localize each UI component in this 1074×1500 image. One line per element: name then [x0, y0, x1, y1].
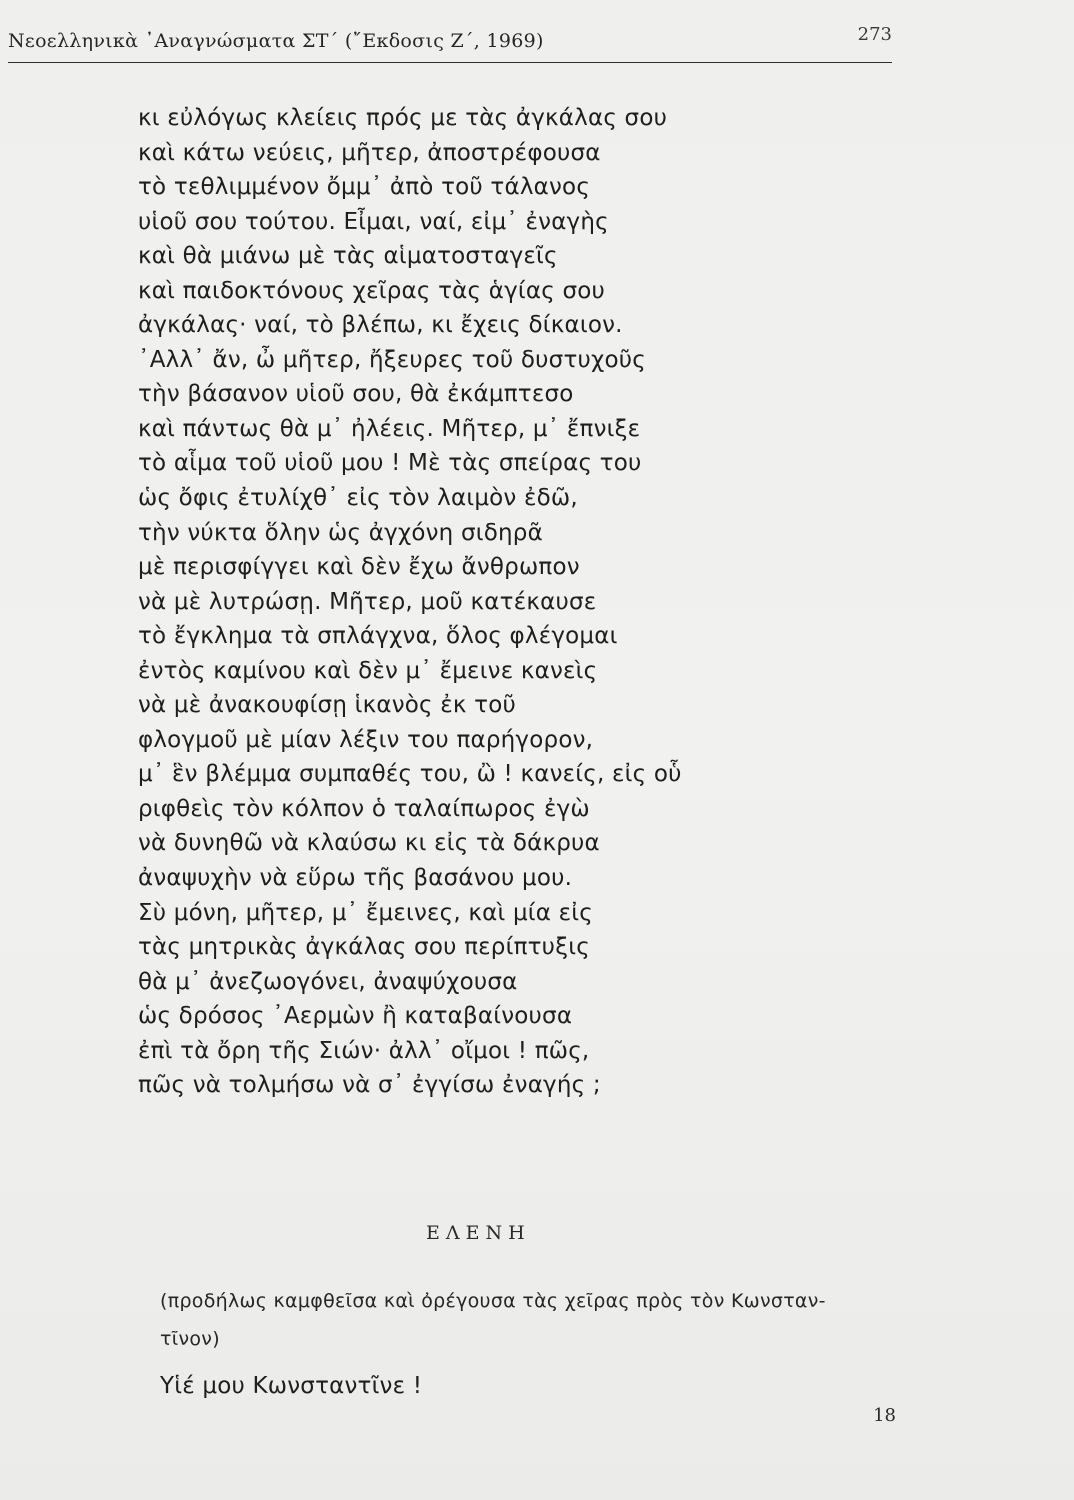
speaker-name: ΕΛΕΝΗ	[426, 1222, 531, 1244]
poem-line: νὰ δυνηθῶ νὰ κλαύσω κι εἰς τὰ δάκρυα	[138, 830, 600, 857]
poem-line: ὡς δρόσος ᾿Αερμὼν ἢ καταβαίνουσα	[138, 1003, 573, 1030]
poem-line: πῶς νὰ τολμήσω νὰ σ᾿ ἐγγίσω ἐναγής ;	[138, 1072, 601, 1099]
poem-line: τὸ τεθλιμμένον ὄμμ᾿ ἀπὸ τοῦ τάλανος	[138, 174, 591, 201]
signature-number: 18	[873, 1405, 896, 1426]
poem-line: καὶ παιδοκτόνους χεῖρας τὰς ἁγίας σου	[138, 277, 606, 304]
stage-direction-line: τῖνον)	[160, 1328, 220, 1350]
poem-line: μ᾿ ἓν βλέμμα συμπαθές του, ὢ ! κανείς, εἰς οὗ	[138, 761, 682, 788]
poem-line: ριφθεὶς τὸν κόλπον ὁ ταλαίπωρος ἐγὼ	[138, 795, 590, 822]
page-number: 273	[857, 24, 892, 45]
poem-line: ᾿Αλλ᾿ ἄν, ὦ μῆτερ, ἤξευρες τοῦ δυστυχοῦς	[138, 346, 646, 373]
dialogue-line: Υἱέ μου Κωνσταντῖνε !	[160, 1373, 423, 1399]
poem-line: τὴν βάσανον υἱοῦ σου, θὰ ἐκάμπτεσο	[138, 381, 574, 408]
poem-line: τὰς μητρικὰς ἀγκάλας σου περίπτυξις	[138, 934, 590, 961]
poem-line: ἀναψυχὴν νὰ εὕρω τῆς βασάνου μου.	[138, 865, 573, 892]
poem-line: Σὺ μόνη, μῆτερ, μ᾿ ἔμεινες, καὶ μία εἰς	[138, 899, 593, 926]
poem-line: καὶ θὰ μιάνω μὲ τὰς αἱματοσταγεῖς	[138, 243, 558, 270]
poem-line: φλογμοῦ μὲ μίαν λέξιν του παρήγορον,	[138, 726, 594, 753]
poem-line: καὶ κάτω νεύεις, μῆτερ, ἀποστρέφουσα	[138, 139, 601, 166]
poem-line: νὰ μὲ ἀνακουφίσῃ ἱκανὸς ἐκ τοῦ	[138, 692, 516, 719]
poem-line: νὰ μὲ λυτρώσῃ. Μῆτερ, μοῦ κατέκαυσε	[138, 588, 597, 615]
poem-line: καὶ πάντως θὰ μ᾿ ἠλέεις. Μῆτερ, μ᾿ ἔπνιξε	[138, 415, 641, 442]
poem-line: κι εὐλόγως κλείεις πρός με τὰς ἀγκάλας σου	[138, 105, 668, 131]
poem-line: θὰ μ᾿ ἀνεζωογόνει, ἀναψύχουσα	[138, 968, 518, 995]
poem-line: τὸ ἔγκλημα τὰ σπλάγχνα, ὅλος φλέγομαι	[138, 623, 618, 650]
running-title: Νεοελληνικὰ ᾿Αναγνώσματα ΣΤ΄ (῎Εκδοσις Ζ΄, 1969)	[8, 30, 544, 52]
poem-line: ἐντὸς καμίνου καὶ δὲν μ᾿ ἔμεινε κανεὶς	[138, 657, 598, 684]
poem-line: ἀγκάλας· ναί, τὸ βλέπω, κι ἔχεις δίκαιον.	[138, 312, 623, 339]
poem-line: τὴν νύκτα ὅλην ὡς ἀγχόνη σιδηρᾶ	[138, 519, 543, 546]
poem-verse	[138, 101, 682, 1103]
poem-line: τὸ αἷμα τοῦ υἱοῦ μου ! Μὲ τὰς σπείρας του	[138, 450, 642, 477]
stage-direction	[160, 1282, 920, 1358]
poem-line: ὡς ὄφις ἐτυλίχθ᾿ εἰς τὸν λαιμὸν ἐδῶ,	[138, 485, 578, 512]
poem-line: υἱοῦ σου τούτου. Εἶμαι, ναί, εἰμ᾿ ἐναγὴς	[138, 208, 609, 235]
poem-line: ἐπὶ τὰ ὄρη τῆς Σιών· ἀλλ᾿ οἴμοι ! πῶς,	[138, 1037, 590, 1064]
header-rule	[8, 62, 892, 63]
poem-line: μὲ περισφίγγει καὶ δὲν ἔχω ἄνθρωπον	[138, 554, 580, 581]
stage-direction-line: (προδήλως καμφθεῖσα καὶ ὀρέγουσα τὰς χεῖρας πρὸς τὸν Κωνσταν-	[160, 1290, 826, 1312]
